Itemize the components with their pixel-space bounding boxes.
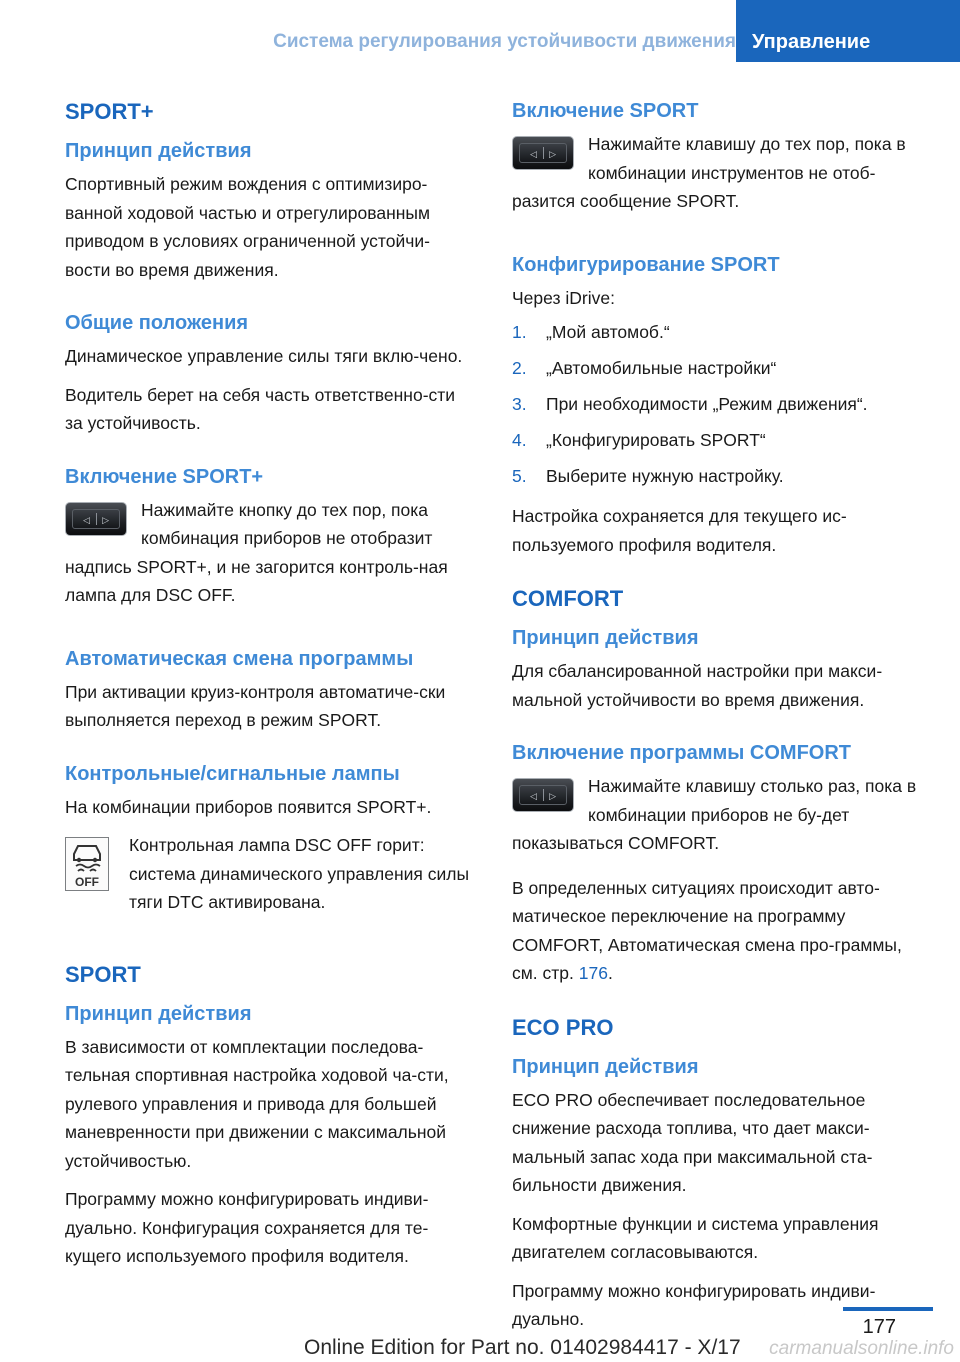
right-column (512, 98, 932, 1344)
paragraph-principle: Спортивный режим вождения с оптимизиро-ванной ходовой частью и отрегулированным приводом в условиях ограниченной устойчи-вости во время движения. (65, 174, 431, 280)
paragraph-eco-3: Программу можно конфигурировать индиви-дуально. (512, 1280, 876, 1329)
heading-eco-principle: Принцип действия (512, 1055, 699, 1078)
heading-general: Общие положения (65, 312, 249, 334)
paragraph-enable-sport: Нажимайте клавишу до тех пор, пока в комбинации инструментов не отоб-разится сообщение SPORT. (512, 134, 906, 211)
paragraph-comfort-principle: Для сбалансированной настройки при макси-мальной устойчивости во время движения. (512, 661, 883, 710)
paragraph-lamps: На комбинации приборов появится SPORT+. (65, 796, 432, 817)
page-header (0, 0, 960, 62)
paragraph-comfort-auto: В определенных ситуациях происходит авто-матическое переключение на программу COMFORT, Автоматическая смена про-граммы, см. стр. 176. (512, 877, 902, 983)
paragraph-config-saved: Настройка сохраняется для текущего ис-пользуемого профиля водителя. (512, 506, 847, 555)
svg-text:OFF: OFF (75, 875, 99, 889)
heading-comfort-enable: Включение программы COMFORT (512, 742, 852, 764)
heading-auto-change: Автоматическая смена программы (65, 647, 414, 670)
list-item: 4. „Конфигурировать SPORT“ (512, 430, 766, 450)
left-column (65, 98, 475, 1281)
driving-mode-button-icon: ◁ ▷ (512, 778, 574, 812)
heading-comfort: COMFORT (512, 586, 624, 611)
heading-principle: Принцип действия (65, 140, 252, 162)
paragraph-sport-config: Программу можно конфигурировать индиви-дуально. Конфигурация сохраняется для те-кущего используемого профиля водителя. (65, 1189, 429, 1266)
footer-rule (843, 1307, 933, 1311)
paragraph-lamp-desc: Контрольная лампа DSC OFF горит: система динамического управления силы тяги DTC активирована. (129, 835, 470, 912)
paragraph-auto-change: При активации круиз-контроля автоматиче-ски выполняется переход в режим SPORT. (65, 681, 446, 730)
page-number: 177 (862, 1316, 896, 1338)
paragraph-general-2: Водитель берет на себя часть ответственно-сти за устойчивость. (65, 384, 456, 433)
paragraph-eco-1: ECO PRO обеспечивает последовательное снижение расхода топлива, что дает макси-мальный запас хода при максимальной ста-бильности движения. (512, 1089, 873, 1195)
heading-enable-sport: Включение SPORT (512, 100, 699, 122)
paragraph-config-intro: Через iDrive: (512, 287, 615, 308)
heading-sport-plus: SPORT+ (65, 99, 154, 124)
heading-eco-pro: ECO PRO (512, 1014, 614, 1040)
chapter-tab: Управление (736, 0, 960, 62)
paragraph-sport-principle: В зависимости от комплектации последова-тельная спортивная настройка ходовой ча-сти, рулевого управления и привода для большей маневренности при движении с максимальной устойчивостью. (65, 1036, 449, 1171)
list-item: 1. „Мой автомоб.“ (512, 322, 670, 342)
watermark: carmanualsonline.info (769, 1338, 954, 1359)
list-item: 5. Выберите нужную настройку. (512, 466, 784, 486)
heading-comfort-principle: Принцип действия (512, 627, 699, 649)
config-steps-list (512, 322, 932, 486)
heading-sport: SPORT (65, 961, 141, 987)
page-link[interactable]: 176 (578, 963, 608, 983)
section-title: Система регулирования устойчивости движения (273, 31, 736, 52)
heading-lamps: Контрольные/сигнальные лампы (65, 762, 400, 785)
paragraph-eco-2: Комфортные функции и система управления двигателем согласовываются. (512, 1213, 879, 1262)
list-item: 3. При необходимости „Режим движения“. (512, 394, 868, 414)
driving-mode-button-icon: ◁ ▷ (65, 502, 127, 536)
heading-enable-sport-plus: Включение SPORT+ (65, 465, 264, 488)
heading-sport-principle: Принцип действия (65, 1002, 252, 1025)
list-item: 2. „Автомобильные настройки“ (512, 358, 777, 378)
dsc-off-icon (65, 837, 109, 891)
paragraph-enable-sport-plus: Нажимайте кнопку до тех пор, пока комбинация приборов не отобразит надпись SPORT+, и не загорится контроль-ная лампа для DSC OFF. (65, 499, 448, 605)
paragraph-comfort-enable: Нажимайте клавишу столько раз, пока в комбинации приборов не бу-дет показываться COMFORT. (512, 776, 917, 853)
heading-config-sport: Конфигурирование SPORT (512, 253, 780, 276)
paragraph-general-1: Динамическое управление силы тяги вклю-чено. (65, 346, 463, 366)
driving-mode-button-icon: ◁ ▷ (512, 136, 574, 170)
footer-edition: Online Edition for Part no. 01402984417 - X/17 (304, 1336, 741, 1359)
